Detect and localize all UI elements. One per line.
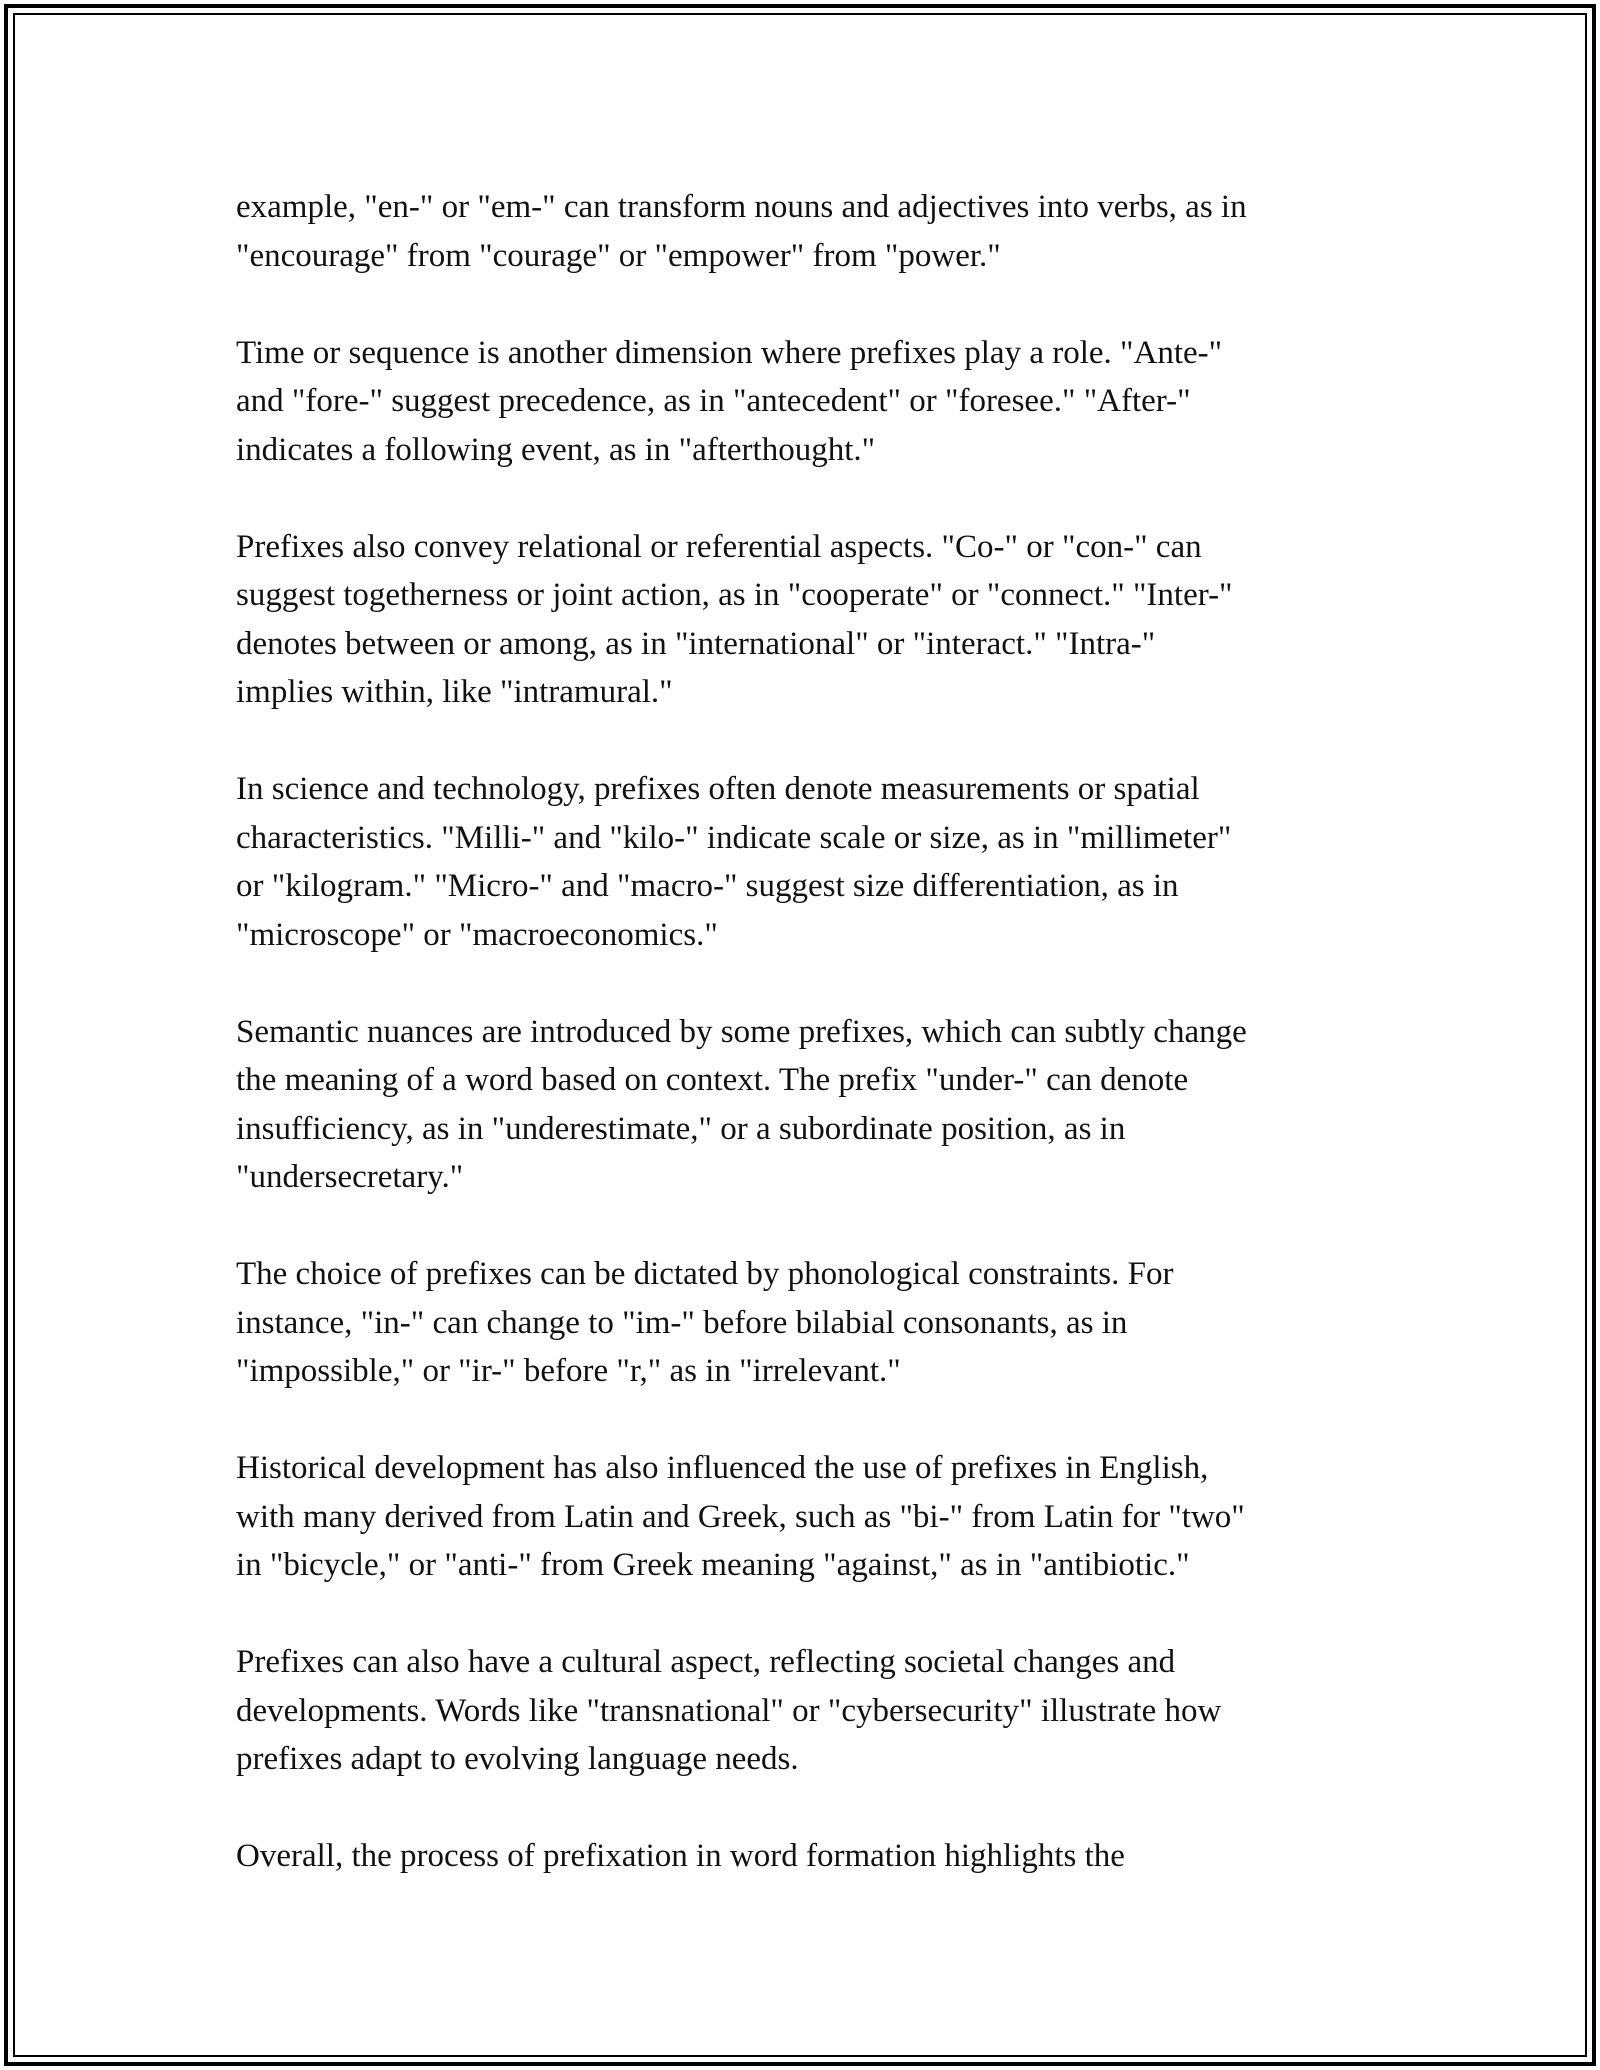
paragraph: Overall, the process of prefixation in word formation highlights the (236, 1838, 1125, 1874)
paragraph: example, "en-" or "em-" can transform nouns and adjectives into verbs, as in "encourage" from "courage" or "empower" from "power." (236, 189, 1247, 274)
paragraph: In science and technology, prefixes often denote measurements or spatial characteristics. "Milli-" and "kilo-" indicate scale or size, as in "millimeter" or "kilogram." "Micro-" and "macro-" suggest size differentiation, as in "microscope" or "macroeconomics." (236, 771, 1232, 953)
paragraph: Historical development has also influenced the use of prefixes in English, with many derived from Latin and Greek, such as "bi-" from Latin for "two" in "bicycle," or "anti-" from Greek meaning "against," as in "antibiotic." (236, 1450, 1245, 1583)
paragraph: Prefixes can also have a cultural aspect, reflecting societal changes and developments. Words like "transnational" or "cybersecurity" illustrate how prefixes adapt to evolving language needs. (236, 1644, 1222, 1777)
document-body (236, 183, 1366, 1881)
paragraph: Time or sequence is another dimension where prefixes play a role. "Ante-" and "fore-" suggest precedence, as in "antecedent" or "foresee." "After-" indicates a following event, as in "afterthought." (236, 334, 1223, 468)
paragraph: The choice of prefixes can be dictated by phonological constraints. For instance, "in-" can change to "im-" before bilabial consonants, as in "impossible," or "ir-" before "r," as in "irrelevant." (236, 1256, 1174, 1389)
paragraph: Prefixes also convey relational or referential aspects. "Co-" or "con-" can suggest togetherness or joint action, as in "cooperate" or "connect." "Inter-" denotes between or among, as in "international" or "interact." "Intra-" implies within, like "intramural." (236, 528, 1233, 710)
paragraph: Semantic nuances are introduced by some prefixes, which can subtly change the meaning of a word based on context. The prefix "under-" can denote insufficiency, as in "underestimate," or a subordinate position, as in "undersecretary." (236, 1013, 1247, 1195)
